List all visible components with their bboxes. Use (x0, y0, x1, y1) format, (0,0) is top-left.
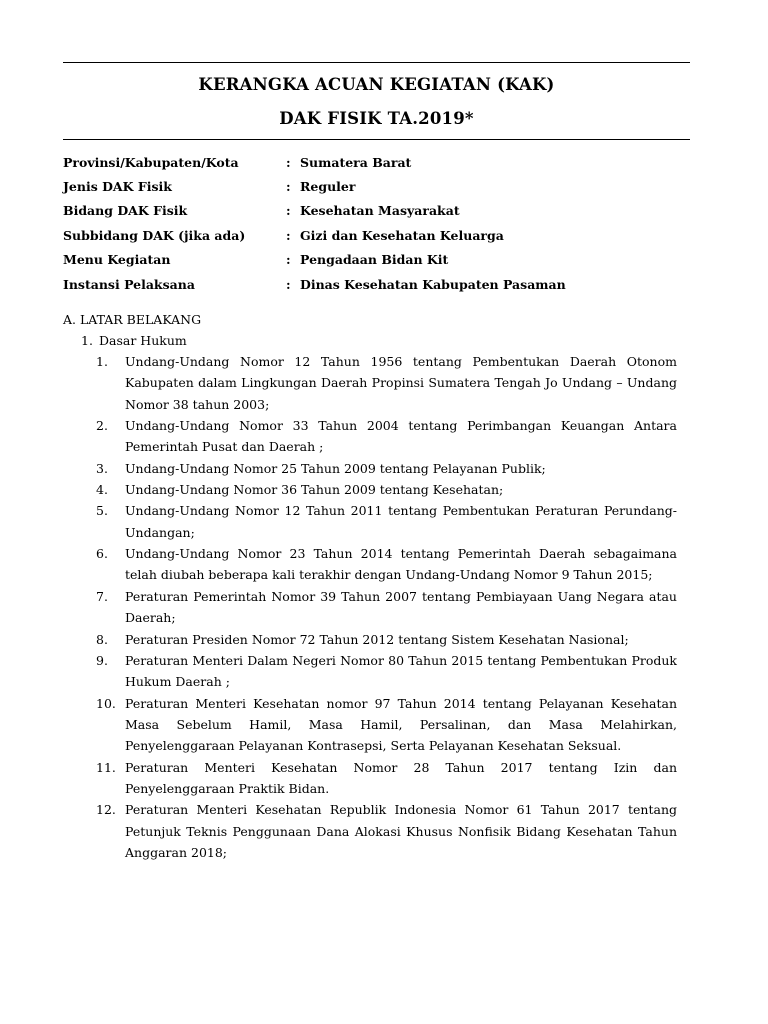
info-value: Dinas Kesehatan Kabupaten Pasaman (300, 276, 566, 292)
list-item (96, 415, 677, 458)
subsection-heading (81, 333, 187, 348)
info-table (63, 150, 690, 296)
item-text: Peraturan Presiden Nomor 72 Tahun 2012 tentang Sistem Kesehatan Nasional; (125, 631, 629, 647)
list-item (96, 799, 677, 863)
info-label: Bidang DAK Fisik (63, 203, 188, 219)
item-text: Peraturan Menteri Kesehatan Republik Indonesia Nomor 61 Tahun 2017 tentang Petunjuk Teknis Penggunaan Dana Alokasi Khusus Nonfisik Bidang Kesehatan Tahun Anggaran 2018; (125, 802, 677, 860)
list-item (96, 586, 677, 629)
subsection-title: Dasar Hukum (99, 333, 187, 348)
info-label: Menu Kegiatan (63, 252, 171, 268)
info-separator: : (286, 252, 291, 268)
item-text: Undang-Undang Nomor 12 Tahun 1956 tentang Pembentukan Daerah Otonom Kabupaten dalam Lingkungan Daerah Propinsi Sumatera Tengah Jo Undang – Undang Nomor 38 tahun 2003; (125, 354, 677, 412)
info-value: Pengadaan Bidan Kit (300, 252, 449, 268)
item-number: 9. (96, 652, 108, 668)
list-item (96, 458, 677, 479)
list-item (96, 693, 677, 757)
list-item (96, 351, 677, 415)
item-text: Undang-Undang Nomor 23 Tahun 2014 tentang Pemerintah Daerah sebagaimana telah diubah beberapa kali terakhir dengan Undang-Undang Nomor 9 Tahun 2015; (125, 546, 677, 583)
info-value: Kesehatan Masyarakat (300, 203, 460, 219)
item-text: Undang-Undang Nomor 33 Tahun 2004 tentang Perimbangan Keuangan Antara Pemerintah Pusat dan Daerah ; (125, 417, 677, 455)
info-label: Subbidang DAK (jika ada) (63, 227, 246, 243)
list-item (96, 479, 677, 500)
item-number: 10. (96, 695, 116, 711)
item-number: 5. (96, 503, 108, 519)
list-item (96, 757, 677, 800)
info-separator: : (286, 276, 291, 292)
item-number: 4. (96, 482, 108, 498)
info-label: Instansi Pelaksana (63, 276, 195, 292)
item-number: 6. (96, 546, 108, 562)
section-heading: A. LATAR BELAKANG (63, 312, 202, 327)
item-text: Peraturan Pemerintah Nomor 39 Tahun 2007 tentang Pembiayaan Uang Negara atau Daerah; (125, 588, 677, 626)
info-value: Sumatera Barat (300, 154, 412, 170)
item-text: Peraturan Menteri Dalam Negeri Nomor 80 Tahun 2015 tentang Pembentukan Produk Hukum Daerah ; (125, 652, 677, 690)
list-item (96, 629, 677, 650)
top-divider (63, 62, 690, 63)
info-row (63, 199, 690, 223)
subsection-number: 1. (81, 333, 93, 348)
item-text: Undang-Undang Nomor 25 Tahun 2009 tentang Pelayanan Publik; (125, 460, 546, 476)
item-text: Undang-Undang Nomor 36 Tahun 2009 tentang Kesehatan; (125, 482, 504, 498)
info-row (63, 174, 690, 198)
list-item (96, 500, 677, 543)
info-label: Jenis DAK Fisik (63, 179, 172, 195)
item-text: Peraturan Menteri Kesehatan Nomor 28 Tahun 2017 tentang Izin dan Penyelenggaraan Praktik Bidan. (125, 759, 677, 796)
legal-basis-list (96, 351, 677, 863)
document-subtitle: DAK FISIK TA.2019* (279, 109, 474, 128)
item-number: 1. (96, 354, 108, 369)
info-row (63, 248, 690, 272)
info-row (63, 150, 690, 174)
info-separator: : (286, 154, 291, 170)
header-divider (63, 139, 690, 140)
item-number: 7. (96, 588, 108, 604)
list-item (96, 543, 677, 586)
info-value: Reguler (300, 179, 356, 195)
item-number: 3. (96, 460, 108, 476)
item-number: 8. (96, 631, 108, 647)
info-row (63, 223, 690, 247)
item-number: 11. (96, 759, 116, 775)
info-label: Provinsi/Kabupaten/Kota (63, 154, 239, 170)
item-number: 2. (96, 417, 108, 433)
info-separator: : (286, 227, 291, 243)
info-separator: : (286, 179, 291, 195)
info-value: Gizi dan Kesehatan Keluarga (300, 227, 504, 243)
info-row (63, 272, 690, 296)
info-separator: : (286, 203, 291, 219)
item-number: 12. (96, 802, 116, 818)
item-text: Peraturan Menteri Kesehatan nomor 97 Tahun 2014 tentang Pelayanan Kesehatan Masa Sebelum Hamil, Masa Hamil, Persalinan, dan Masa Melahirkan, Penyelenggaraan Pelayanan Kontrasepsi, Serta Pelayanan Kesehatan Seksual. (125, 695, 677, 754)
item-text: Undang-Undang Nomor 12 Tahun 2011 tentang Pembentukan Peraturan Perundang-Undangan; (125, 503, 677, 540)
list-item (96, 650, 677, 693)
document-title: KERANGKA ACUAN KEGIATAN (KAK) (198, 75, 555, 94)
